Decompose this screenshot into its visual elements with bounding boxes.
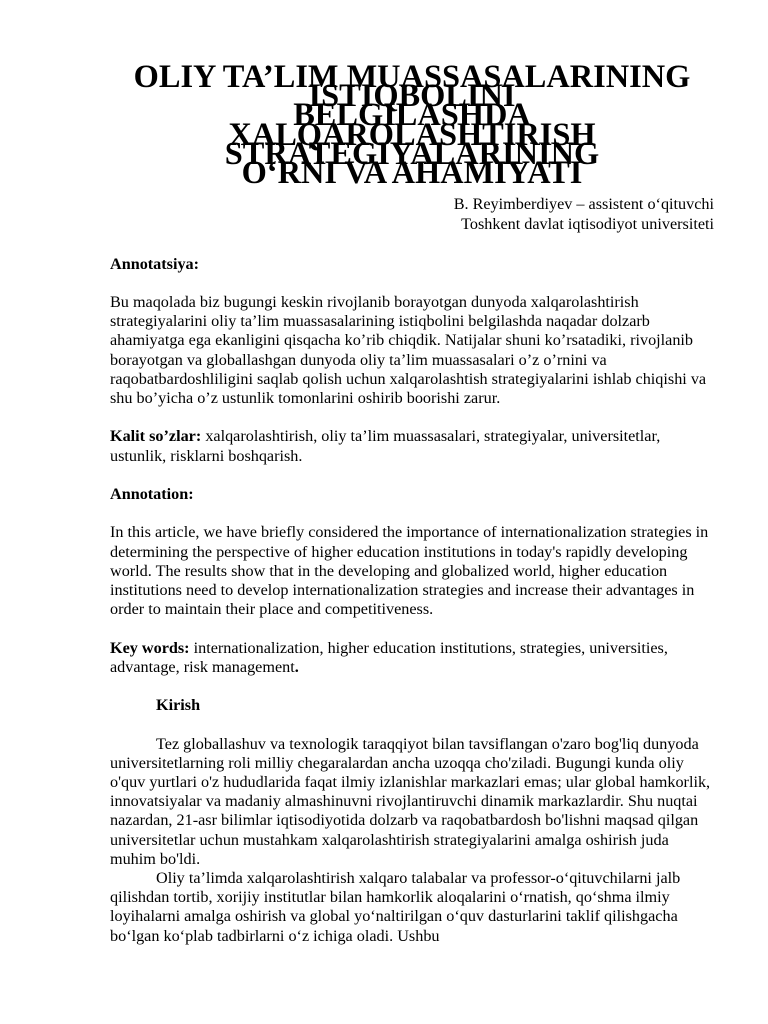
annotatsiya-text: Bu maqolada biz bugungi keskin rivojlanib borayotgan dunyoda xalqarolashtirish strategiyalarini oliy ta’lim muassasalarining istiqbolini belgilashda naqadar dolzarb ahamiyatga ega ekanligini qisqacha ko’rib chiqdik. Natijalar shuni ko’rsatadiki, rivojlanib borayotgan va globallashgan dunyoda oliy ta’lim muassasalari o’z o’rnini va raqobatbardoshliligini saqlab qolish uchun xalqarolashtish strategiyalarini ishlab chiqishi va shu bo’yicha o’z ustunlik tomonlarini oshirib boorishi zarur. <box>110 293 707 408</box>
kalit-sozlar-label: Kalit so’zlar: <box>110 427 202 446</box>
key-words-end: . <box>294 657 299 676</box>
author-affiliation: Toshkent davlat iqtisodiyot universiteti <box>461 215 714 234</box>
kalit-sozlar-text: xalqarolashtirish, oliy ta’lim muassasalari, strategiyalar, universitetlar, ustunlik, risklarni boshqarish. <box>110 427 661 465</box>
kalit-sozlar-paragraph <box>110 427 714 465</box>
author-block <box>110 195 714 234</box>
annotatsiya-heading: Annotatsiya: <box>110 254 200 273</box>
annotation-text: In this article, we have briefly considered the importance of internationalization strategies in determining the perspective of higher education institutions in today's rapidly developing world. The results show that in the developing and globalized world, higher education institutions need to develop internationalization strategies and increase their advantages in order to maintain their place and competitiveness. <box>110 523 709 619</box>
document-page <box>110 59 714 946</box>
kirish-paragraph-1: Tez globallashuv va texnologik taraqqiyot bilan tavsiflangan o'zaro bog'liq dunyoda universitetlarning roli milliy chegaralardan ancha uzoqqa cho'ziladi. Bugungi kunda oliy o'quv yurtlari o'z hududlarida faqat ilmiy izlanishlar markazlari emas; ular global hamkorlik, innovatsiyalar va madaniy almashinuvni rivojlantiruvchi dinamik markazlardir. Shu nuqtai nazardan, 21-asr bilimlar iqtisodiyotida dolzarb va raqobatbardosh bo'lishni maqsad qilgan universitetlar uchun mustahkam xalqarolashtirish strategiyalarini amalga oshirish juda muhim bo'ldi. <box>110 734 711 868</box>
author-name: B. Reyimberdiyev – assistent o‘qituvchi <box>453 195 714 214</box>
kirish-paragraph-2: Oliy ta’limda xalqarolashtirish xalqaro talabalar va professor-o‘qituvchilarni jalb qilishdan tortib, xorijiy institutlar bilan hamkorlik aloqalarini o‘rnatish, qo‘shma ilmiy loyihalarni amalga oshirish va global yo‘naltirilgan o‘quv dasturlarini taklif qilishgacha bo‘lgan ko‘plab tadbirlarni o‘z ichiga oladi. Ushbu <box>110 869 681 945</box>
annotation-heading: Annotation: <box>110 485 194 504</box>
kirish-heading: Kirish <box>156 696 201 715</box>
key-words-label: Key words: <box>110 638 190 657</box>
article-title: OLIY TA’LIM MUASSASALARINING ISTIQBOLINI BELGILASHDA XALQAROLASHTIRISH STRATEGIYALARINING O‘RNI VA AHAMIYATI <box>133 59 691 192</box>
key-words-paragraph <box>110 639 714 677</box>
key-words-text: internationalization, higher education institutions, strategies, universities, advantage, risk management <box>110 638 668 676</box>
